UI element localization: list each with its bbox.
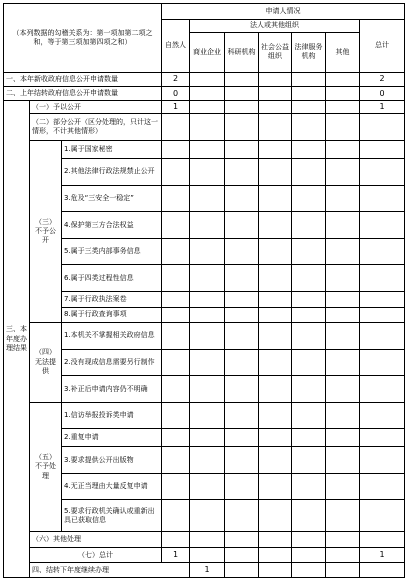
- row-label: 1.信访举报投诉类申请: [62, 402, 162, 429]
- table-row: [4, 323, 405, 350]
- header-legal-service: 法律服务机构: [292, 32, 326, 72]
- table-row: [4, 307, 405, 323]
- header-commercial: 商业企业: [190, 32, 225, 72]
- row-label: 1.本机关不掌握相关政府信息: [62, 323, 162, 350]
- header-total: 总计: [360, 19, 405, 72]
- cell-natural: 1: [162, 547, 190, 563]
- header-social-welfare: 社会公益组织: [259, 32, 292, 72]
- header-other: 其他: [326, 32, 360, 72]
- row-label: 二、上年结转政府信息公开申请数量: [4, 87, 162, 101]
- table-row: [4, 473, 405, 500]
- row-label: 3.危及“三安全一稳定”: [62, 185, 162, 212]
- section-3-label: 三、本年度办理结果: [4, 101, 30, 578]
- row-label: 2.其他法律行政法规禁止公开: [62, 159, 162, 186]
- row-label: 7.属于行政执法案卷: [62, 292, 162, 308]
- row-label: 四、结转下年度继续办理: [30, 563, 190, 578]
- row-carryover: [4, 87, 405, 101]
- row-label: 3.要求提供公开出版物: [62, 447, 162, 474]
- cell-natural: 1: [162, 101, 190, 113]
- header-legal-group: 法人或其他组织: [190, 19, 360, 32]
- header-research: 科研机构: [225, 32, 259, 72]
- cell-total: 0: [360, 87, 405, 101]
- group-no-process-label: （五）不予处理: [30, 402, 62, 532]
- table-row: [4, 238, 405, 265]
- cell-total: 2: [360, 72, 405, 86]
- cell-total: 1: [360, 101, 405, 113]
- cell-total: 1: [360, 547, 405, 563]
- row-label: 2.重复申请: [62, 429, 162, 447]
- cell-natural: 1: [190, 563, 225, 578]
- table-row: [4, 376, 405, 403]
- row-label: 一、本年新收政府信息公开申请数量: [4, 72, 162, 86]
- header-note: （本列数据的勾稽关系为：第一项加第二项之和，等于第三项加第四项之和）: [4, 4, 162, 73]
- row-label: （二）部分公开（区分处理的，只计这一情形，不计其他情形）: [30, 113, 162, 141]
- row-label: 3.补正后申请内容仍不明确: [62, 376, 162, 403]
- row-other-processing: [4, 532, 405, 548]
- cell-natural: 0: [162, 87, 190, 101]
- row-new-applications: [4, 72, 405, 86]
- table-row: [4, 429, 405, 447]
- row-label: （一）予以公开: [30, 101, 162, 113]
- table-row: [4, 500, 405, 532]
- row-partial: [4, 113, 405, 141]
- header-natural-person: 自然人: [162, 19, 190, 72]
- row-label: 5.要求行政机关确认或重新出具已获取信息: [62, 500, 162, 532]
- row-label: 4.保护第三方合法权益: [62, 212, 162, 239]
- row-label: 1.属于国家秘密: [62, 141, 162, 159]
- row-label: 5.属于三类内部事务信息: [62, 238, 162, 265]
- table-row: [4, 292, 405, 308]
- row-label: （六）其他处理: [30, 532, 162, 548]
- table-row: [4, 159, 405, 186]
- info-disclosure-table: [3, 3, 405, 578]
- table-row: [4, 212, 405, 239]
- table-row: [4, 402, 405, 429]
- row-label: 2.没有现成信息需要另行制作: [62, 349, 162, 376]
- row-label: 8.属于行政查询事项: [62, 307, 162, 323]
- row-label: 6.属于四类过程性信息: [62, 265, 162, 292]
- table-row: [4, 141, 405, 159]
- row-label: 4.无正当理由大量反复申请: [62, 473, 162, 500]
- cell-natural: 2: [162, 72, 190, 86]
- row-grant: [4, 101, 405, 113]
- row-carry-next-year: [4, 563, 405, 578]
- table-row: [4, 265, 405, 292]
- table-row: [4, 447, 405, 474]
- group-unable-label: （四）无法提供: [30, 323, 62, 403]
- row-subtotal: [4, 547, 405, 563]
- header-applicant-group: 申请人情况: [162, 4, 405, 20]
- table-row: [4, 185, 405, 212]
- row-label: （七）总计: [30, 547, 162, 563]
- group-deny-label: （三）不予公开: [30, 141, 62, 323]
- table-row: [4, 349, 405, 376]
